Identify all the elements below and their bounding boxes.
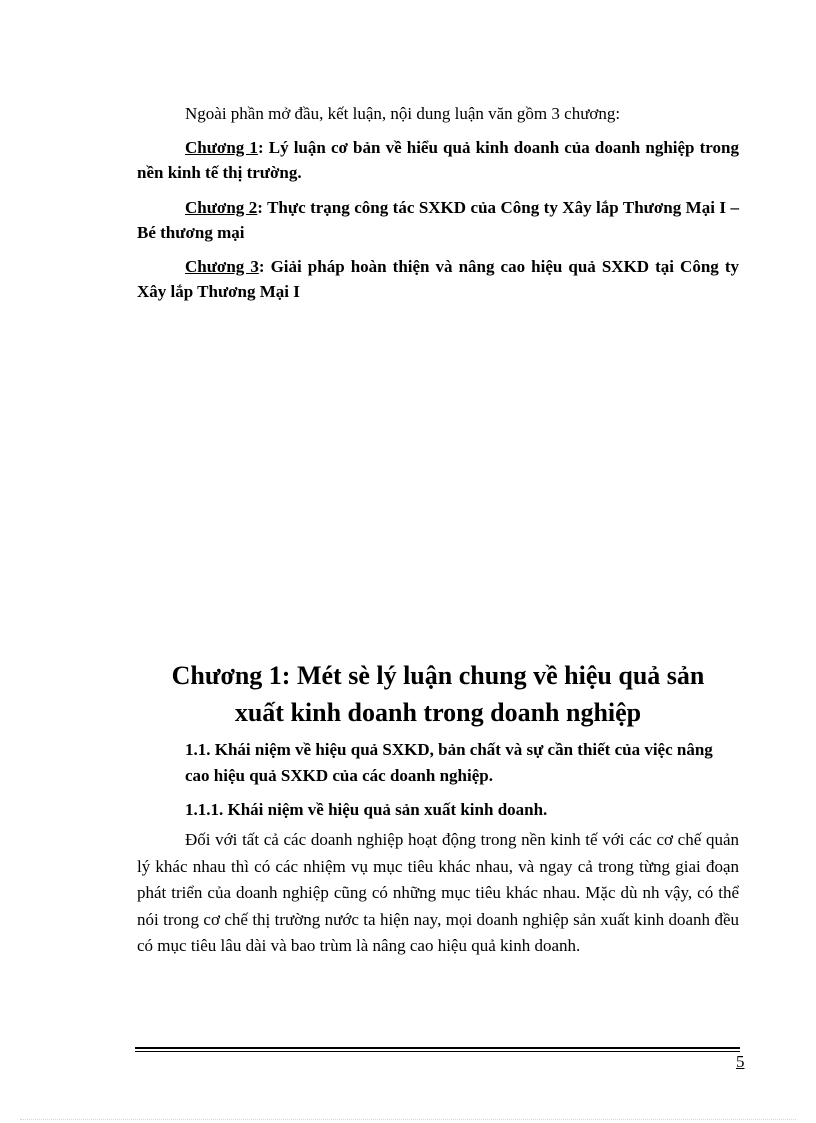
chapter-1-label: Chương 1 xyxy=(185,138,258,157)
intro-paragraph: Ngoài phần mở đầu, kết luận, nội dung luận văn gồm 3 chương: xyxy=(185,104,621,123)
chapter-2-label: Chương 2 xyxy=(185,198,258,217)
body-paragraph: Đối với tất cả các doanh nghiệp hoạt động trong nền kinh tế với các cơ chế quản lý khác nhau thì có các nhiệm vụ mục tiêu khác nhau, và ngay cả trong từng giai đoạn phát triển của doanh nghiệp cũng có những mục tiêu khác nhau. Mặc dù nh vậy, có thể nói trong cơ chế thị trường nước ta hiện nay, mọi doanh nghiệp sản xuất kinh doanh đều có mục tiêu lâu dài và bao trùm là nâng cao hiệu quả kinh doanh. xyxy=(137,830,739,955)
chapter-3-summary xyxy=(137,254,739,304)
chapter-2-summary xyxy=(137,195,739,245)
section-1-1-1-heading: 1.1.1. Khái niệm về hiệu quả sản xuất kinh doanh. xyxy=(185,800,548,819)
chapter-1-summary xyxy=(137,135,739,185)
chapter-3-text: : Giải pháp hoàn thiện và nâng cao hiệu quả SXKD tại Công ty Xây lắp Thương Mại I xyxy=(137,257,739,301)
footer-rule-thick xyxy=(135,1047,740,1049)
footer-rule-thin xyxy=(135,1051,740,1052)
page-bottom-dotted-line xyxy=(20,1119,796,1120)
chapter-2-text: : Thực trạng công tác SXKD của Công ty Xây lắp Thương Mại I – Bé thương mại xyxy=(137,198,739,242)
chapter-title xyxy=(137,657,739,731)
chapter-1-text: : Lý luận cơ bản về hiểu quả kinh doanh của doanh nghiệp trong nền kinh tế thị trường. xyxy=(137,138,739,182)
chapter-title-line-2: xuất kinh doanh trong doanh nghiệp xyxy=(234,698,642,727)
chapter-3-label: Chương 3 xyxy=(185,257,259,276)
chapter-title-line-1: Chương 1: Mét sè lý luận chung về hiệu quả sản xyxy=(171,661,705,690)
section-1-1-heading: 1.1. Khái niệm về hiệu quả SXKD, bản chất và sự cần thiết của việc nâng cao hiệu quả SXKD của các doanh nghiệp. xyxy=(185,740,713,785)
page-number: 5 xyxy=(736,1052,745,1071)
